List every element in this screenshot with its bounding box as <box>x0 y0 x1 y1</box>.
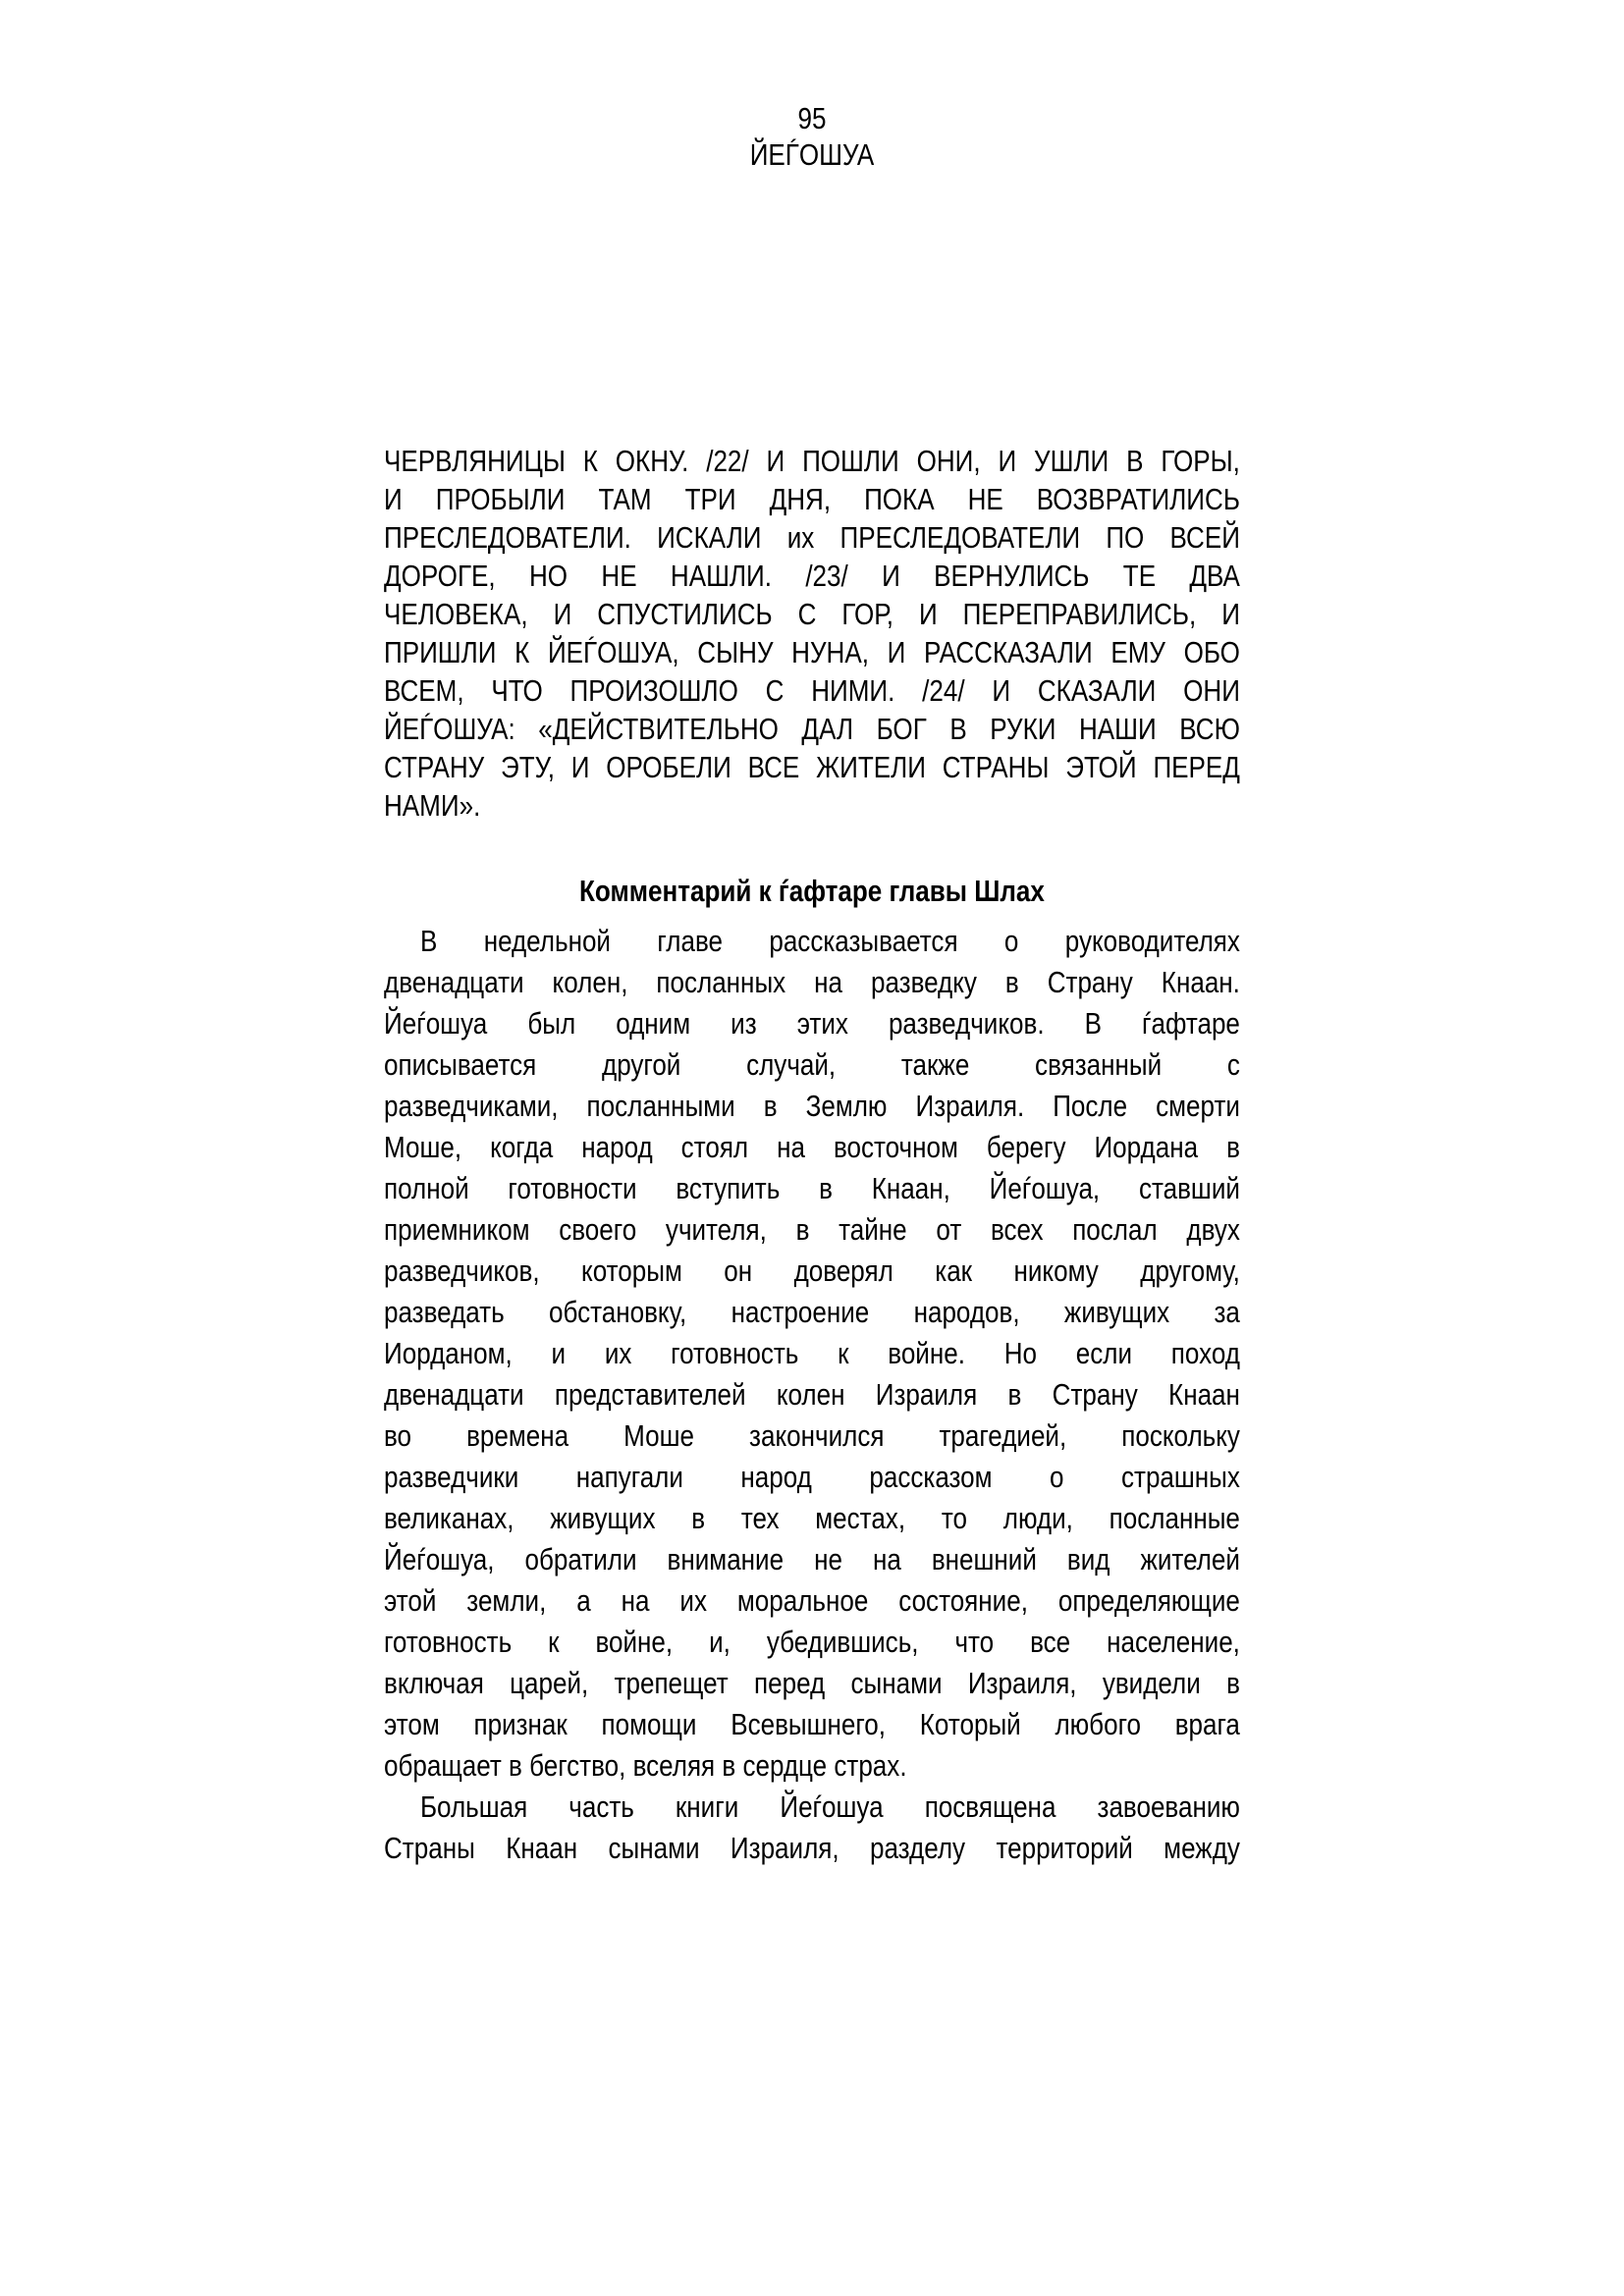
text-line: разведчиков, которым он доверял как никому другому, <box>384 1254 1240 1288</box>
text-line: ДОРОГЕ, НО НЕ НАШЛИ. /23/ И ВЕРНУЛИСЬ ТЕ ДВА <box>384 559 1240 593</box>
text-line: СТРАНУ ЭТУ, И ОРОБЕЛИ ВСЕ ЖИТЕЛИ СТРАНЫ ЭТОЙ ПЕРЕД <box>384 750 1240 784</box>
text-line: И ПРОБЫЛИ ТАМ ТРИ ДНЯ, ПОКА НЕ ВОЗВРАТИЛИСЬ <box>384 482 1240 516</box>
text-line: НАМИ». <box>384 788 481 823</box>
text-line: разведать обстановку, настроение народов, живущих за <box>384 1295 1240 1329</box>
text-line: Йеѓошуа был одним из этих разведчиков. В ѓафтаре <box>384 1006 1240 1041</box>
text-line: ВСЕМ, ЧТО ПРОИЗОШЛО С НИМИ. /24/ И СКАЗАЛИ ОНИ <box>384 673 1240 708</box>
text-line: обращает в бегство, вселяя в сердце страх. <box>384 1748 907 1783</box>
text-line: Моше, когда народ стоял на восточном берегу Иордана в <box>384 1130 1240 1164</box>
text-line: ЧЕРВЛЯНИЦЫ К ОКНУ. /22/ И ПОШЛИ ОНИ, И УШЛИ В ГОРЫ, <box>384 444 1240 478</box>
page-content <box>384 442 1240 1869</box>
commentary-heading: Комментарий к ѓафтаре главы Шлах <box>579 874 1045 908</box>
page-title: ЙЕЃОШУА <box>749 137 875 172</box>
text-line: двенадцати колен, посланных на разведку в Страну Кнаан. <box>384 965 1240 999</box>
text-line: включая царей, трепещет перед сынами Израиля, увидели в <box>384 1666 1240 1700</box>
page-number: 95 <box>797 101 827 135</box>
text-line: Большая часть книги Йеѓошуа посвящена завоеванию <box>419 1789 1240 1824</box>
text-line: этой земли, а на их моральное состояние, определяющие <box>384 1583 1240 1618</box>
text-line: полной готовности вступить в Кнаан, Йеѓошуа, ставший <box>384 1171 1240 1205</box>
text-line: описывается другой случай, также связанный с <box>384 1047 1240 1082</box>
text-line: Страны Кнаан сынами Израиля, разделу территорий между <box>384 1831 1240 1865</box>
commentary-paragraph <box>384 921 1240 1787</box>
text-line: ЧЕЛОВЕКА, И СПУСТИЛИСЬ С ГОР, И ПЕРЕПРАВИЛИСЬ, И <box>384 597 1240 631</box>
text-line: ЙЕЃОШУА: «ДЕЙСТВИТЕЛЬНО ДАЛ БОГ В РУКИ НАШИ ВСЮ <box>384 712 1240 746</box>
text-line: Йеѓошуа, обратили внимание не на внешний вид жителей <box>384 1542 1240 1576</box>
verse-block <box>384 442 1240 825</box>
text-line: ПРЕСЛЕДОВАТЕЛИ. ИСКАЛИ их ПРЕСЛЕДОВАТЕЛИ ПО ВСЕЙ <box>384 520 1240 555</box>
text-line: В недельной главе рассказывается о руководителях <box>419 924 1240 958</box>
text-line: во времена Моше закончился трагедией, поскольку <box>384 1418 1240 1453</box>
text-line: Иорданом, и их готовность к войне. Но если поход <box>384 1336 1240 1370</box>
text-line: ПРИШЛИ К ЙЕЃОШУА, СЫНУ НУНА, И РАССКАЗАЛИ ЕМУ ОБО <box>384 635 1240 669</box>
text-line: разведчиками, посланными в Землю Израиля. После смерти <box>384 1089 1240 1123</box>
text-line: готовность к войне, и, убедившись, что все население, <box>384 1625 1240 1659</box>
text-line: приемником своего учителя, в тайне от всех послал двух <box>384 1212 1240 1247</box>
text-line: этом признак помощи Всевышнего, Который любого врага <box>384 1707 1240 1741</box>
text-line: двенадцати представителей колен Израиля в Страну Кнаан <box>384 1377 1240 1412</box>
page-header <box>384 100 1240 173</box>
text-line: разведчики напугали народ рассказом о страшных <box>384 1460 1240 1494</box>
commentary-paragraph <box>384 1787 1240 1869</box>
text-line: великанах, живущих в тех местах, то люди, посланные <box>384 1501 1240 1535</box>
